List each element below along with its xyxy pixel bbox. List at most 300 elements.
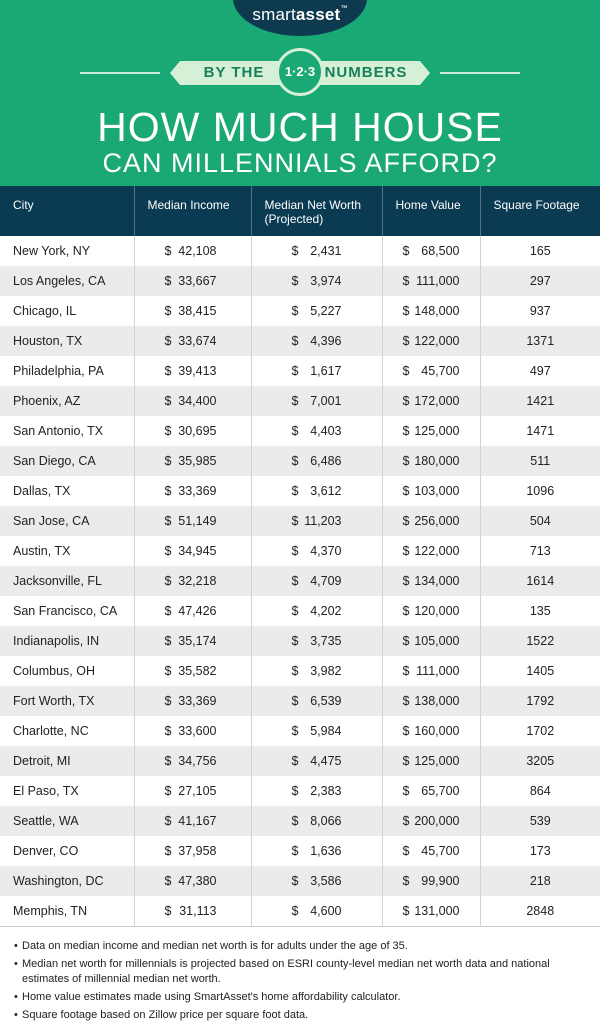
currency-symbol: $ <box>164 904 172 918</box>
table-row <box>0 866 600 896</box>
currency-symbol: $ <box>291 874 299 888</box>
cell-median-income <box>134 836 251 866</box>
cell-median-net-worth <box>251 776 382 806</box>
cell-median-income <box>134 716 251 746</box>
currency-symbol: $ <box>164 334 172 348</box>
cell-city: Austin, TX <box>0 536 134 566</box>
cell-median-income <box>134 356 251 386</box>
cell-median-income <box>134 236 251 266</box>
currency-symbol: $ <box>291 364 299 378</box>
currency-symbol: $ <box>164 844 172 858</box>
cell-square-footage: 497 <box>480 356 600 386</box>
table-row <box>0 626 600 656</box>
cell-home-value <box>382 416 480 446</box>
cell-value: 11,203 <box>304 514 342 528</box>
currency-symbol: $ <box>291 694 299 708</box>
cell-value: 47,426 <box>178 604 217 618</box>
cell-median-income <box>134 596 251 626</box>
cell-home-value <box>382 656 480 686</box>
cell-value: 30,695 <box>178 424 217 438</box>
cell-value: 172,000 <box>414 394 460 408</box>
currency-symbol: $ <box>402 364 410 378</box>
cell-value: 148,000 <box>414 304 460 318</box>
table-row <box>0 686 600 716</box>
currency-symbol: $ <box>402 334 410 348</box>
cell-median-income <box>134 686 251 716</box>
cell-value: 1,617 <box>310 364 342 378</box>
cell-value: 122,000 <box>414 334 460 348</box>
cell-home-value <box>382 806 480 836</box>
logo-word-smart: smart <box>252 5 296 24</box>
column-header-home-value: Home Value <box>382 186 480 236</box>
cell-value: 6,539 <box>310 694 342 708</box>
cell-value: 4,600 <box>310 904 342 918</box>
table-row <box>0 416 600 446</box>
cell-city: Jacksonville, FL <box>0 566 134 596</box>
cell-median-income <box>134 776 251 806</box>
cell-median-net-worth <box>251 416 382 446</box>
currency-symbol: $ <box>402 544 410 558</box>
currency-symbol: $ <box>291 514 299 528</box>
cell-value: 33,369 <box>178 484 217 498</box>
cell-value: 3,612 <box>310 484 342 498</box>
cell-value: 4,370 <box>310 544 342 558</box>
cell-city: Seattle, WA <box>0 806 134 836</box>
cell-city: Phoenix, AZ <box>0 386 134 416</box>
table-row <box>0 476 600 506</box>
cell-square-footage: 2848 <box>480 896 600 926</box>
cell-value: 256,000 <box>414 514 460 528</box>
cell-median-income <box>134 746 251 776</box>
currency-symbol: $ <box>291 274 299 288</box>
cell-value: 33,674 <box>178 334 217 348</box>
cell-home-value <box>382 236 480 266</box>
cell-value: 3,735 <box>310 634 342 648</box>
table-row <box>0 836 600 866</box>
currency-symbol: $ <box>164 424 172 438</box>
cell-value: 33,667 <box>178 274 217 288</box>
cell-city: Dallas, TX <box>0 476 134 506</box>
footnotes <box>0 926 600 1035</box>
currency-symbol: $ <box>402 814 410 828</box>
cell-home-value <box>382 716 480 746</box>
logo-word-asset: asset <box>295 5 341 24</box>
cell-value: 7,001 <box>310 394 342 408</box>
table-row <box>0 386 600 416</box>
currency-symbol: $ <box>402 514 410 528</box>
cell-value: 134,000 <box>414 574 460 588</box>
cell-median-net-worth <box>251 716 382 746</box>
cell-median-net-worth <box>251 566 382 596</box>
cell-value: 51,149 <box>178 514 217 528</box>
cell-value: 31,113 <box>179 904 217 918</box>
cell-value: 99,900 <box>421 874 460 888</box>
cell-value: 33,600 <box>178 724 217 738</box>
cell-square-footage: 218 <box>480 866 600 896</box>
cell-square-footage: 3205 <box>480 746 600 776</box>
table-row <box>0 716 600 746</box>
cell-median-net-worth <box>251 236 382 266</box>
cell-value: 3,586 <box>310 874 342 888</box>
cell-city: Detroit, MI <box>0 746 134 776</box>
currency-symbol: $ <box>402 784 410 798</box>
cell-home-value <box>382 896 480 926</box>
cell-value: 45,700 <box>421 364 460 378</box>
cell-value: 39,413 <box>178 364 217 378</box>
cell-home-value <box>382 866 480 896</box>
page-subtitle: CAN MILLENNIALS AFFORD? <box>102 148 498 178</box>
currency-symbol: $ <box>164 544 172 558</box>
cell-value: 3,982 <box>310 664 342 678</box>
cell-value: 47,380 <box>178 874 217 888</box>
cell-value: 4,403 <box>310 424 342 438</box>
table-row <box>0 236 600 266</box>
currency-symbol: $ <box>402 424 410 438</box>
currency-symbol: $ <box>291 484 299 498</box>
cell-city: San Diego, CA <box>0 446 134 476</box>
cell-home-value <box>382 746 480 776</box>
cell-value: 120,000 <box>414 604 460 618</box>
cell-city: New York, NY <box>0 236 134 266</box>
cell-median-income <box>134 476 251 506</box>
cell-home-value <box>382 266 480 296</box>
currency-symbol: $ <box>164 694 172 708</box>
currency-symbol: $ <box>164 274 172 288</box>
cell-median-income <box>134 446 251 476</box>
currency-symbol: $ <box>402 874 410 888</box>
table-row <box>0 566 600 596</box>
header-rule-left <box>80 72 160 74</box>
currency-symbol: $ <box>164 604 172 618</box>
cell-home-value <box>382 626 480 656</box>
cell-median-income <box>134 806 251 836</box>
cell-value: 2,431 <box>310 244 342 258</box>
table-body <box>0 236 600 926</box>
table-row <box>0 776 600 806</box>
cell-value: 5,227 <box>310 304 342 318</box>
cell-city: Indianapolis, IN <box>0 626 134 656</box>
currency-symbol: $ <box>164 514 172 528</box>
cell-median-income <box>134 536 251 566</box>
cell-value: 33,369 <box>178 694 217 708</box>
footnote-item: • Data on median income and median net worth is for adults under the age of 35. <box>14 939 586 954</box>
cell-home-value <box>382 296 480 326</box>
currency-symbol: $ <box>402 274 410 288</box>
currency-symbol: $ <box>164 814 172 828</box>
cell-median-net-worth <box>251 386 382 416</box>
cell-median-income <box>134 326 251 356</box>
cell-value: 125,000 <box>414 754 460 768</box>
cell-median-net-worth <box>251 866 382 896</box>
cell-median-income <box>134 506 251 536</box>
column-header-median-net-worth: Median Net Worth (Projected) <box>251 186 382 236</box>
currency-symbol: $ <box>164 574 172 588</box>
cell-value: 125,000 <box>414 424 460 438</box>
cell-city: Denver, CO <box>0 836 134 866</box>
cell-square-footage: 173 <box>480 836 600 866</box>
cell-median-income <box>134 866 251 896</box>
table-row <box>0 896 600 926</box>
cell-median-net-worth <box>251 476 382 506</box>
cell-home-value <box>382 836 480 866</box>
currency-symbol: $ <box>291 304 299 318</box>
currency-symbol: $ <box>291 604 299 618</box>
cell-value: 37,958 <box>178 844 217 858</box>
affordability-table <box>0 186 600 926</box>
cell-value: 8,066 <box>310 814 342 828</box>
footnote-item: • Median net worth for millennials is projected based on ESRI county-level median net worth data and national estimates of millennial median net worth. <box>14 957 586 987</box>
cell-median-net-worth <box>251 596 382 626</box>
cell-home-value <box>382 536 480 566</box>
cell-median-income <box>134 296 251 326</box>
cell-value: 200,000 <box>414 814 460 828</box>
currency-symbol: $ <box>164 784 172 798</box>
ribbon-right: NUMBERS <box>312 61 420 85</box>
column-header-median-income: Median Income <box>134 186 251 236</box>
currency-symbol: $ <box>291 544 299 558</box>
cell-city: Fort Worth, TX <box>0 686 134 716</box>
table-row <box>0 746 600 776</box>
currency-symbol: $ <box>164 634 172 648</box>
currency-symbol: $ <box>402 904 410 918</box>
cell-home-value <box>382 506 480 536</box>
cell-median-net-worth <box>251 536 382 566</box>
cell-square-footage: 864 <box>480 776 600 806</box>
cell-home-value <box>382 386 480 416</box>
cell-value: 103,000 <box>414 484 460 498</box>
cell-value: 122,000 <box>414 544 460 558</box>
currency-symbol: $ <box>402 574 410 588</box>
currency-symbol: $ <box>291 664 299 678</box>
cell-value: 38,415 <box>178 304 217 318</box>
cell-value: 34,945 <box>178 544 217 558</box>
currency-symbol: $ <box>164 394 172 408</box>
cell-city: San Jose, CA <box>0 506 134 536</box>
cell-median-income <box>134 416 251 446</box>
table-row <box>0 806 600 836</box>
cell-value: 160,000 <box>414 724 460 738</box>
cell-home-value <box>382 356 480 386</box>
cell-city: Memphis, TN <box>0 896 134 926</box>
cell-city: San Francisco, CA <box>0 596 134 626</box>
table-header-row <box>0 186 600 236</box>
currency-symbol: $ <box>164 304 172 318</box>
cell-median-income <box>134 566 251 596</box>
cell-median-net-worth <box>251 266 382 296</box>
cell-city: Columbus, OH <box>0 656 134 686</box>
cell-square-footage: 511 <box>480 446 600 476</box>
cell-value: 180,000 <box>414 454 460 468</box>
currency-symbol: $ <box>291 634 299 648</box>
cell-value: 65,700 <box>421 784 460 798</box>
cell-value: 4,396 <box>310 334 342 348</box>
cell-median-net-worth <box>251 506 382 536</box>
cell-home-value <box>382 596 480 626</box>
table-row <box>0 296 600 326</box>
cell-value: 1,636 <box>310 844 342 858</box>
cell-square-footage: 165 <box>480 236 600 266</box>
currency-symbol: $ <box>164 754 172 768</box>
currency-symbol: $ <box>402 724 410 738</box>
cell-median-net-worth <box>251 656 382 686</box>
cell-value: 35,582 <box>178 664 217 678</box>
cell-square-footage: 937 <box>480 296 600 326</box>
numbers-badge: 1·2·3 <box>276 48 324 96</box>
currency-symbol: $ <box>291 454 299 468</box>
cell-square-footage: 1096 <box>480 476 600 506</box>
table-row <box>0 656 600 686</box>
column-header-square-footage: Square Footage <box>480 186 600 236</box>
currency-symbol: $ <box>402 694 410 708</box>
cell-median-net-worth <box>251 896 382 926</box>
currency-symbol: $ <box>291 784 299 798</box>
cell-home-value <box>382 476 480 506</box>
cell-city: Chicago, IL <box>0 296 134 326</box>
currency-symbol: $ <box>402 454 410 468</box>
cell-value: 6,486 <box>310 454 342 468</box>
cell-median-income <box>134 266 251 296</box>
currency-symbol: $ <box>164 364 172 378</box>
cell-value: 35,985 <box>178 454 217 468</box>
cell-square-footage: 1471 <box>480 416 600 446</box>
header-rule-right <box>440 72 520 74</box>
cell-value: 68,500 <box>421 244 460 258</box>
currency-symbol: $ <box>164 484 172 498</box>
infographic-header <box>0 0 600 186</box>
cell-median-income <box>134 656 251 686</box>
cell-value: 138,000 <box>414 694 460 708</box>
currency-symbol: $ <box>164 874 172 888</box>
cell-value: 42,108 <box>178 244 217 258</box>
cell-median-income <box>134 626 251 656</box>
table-row <box>0 266 600 296</box>
cell-value: 111,000 <box>416 274 460 288</box>
cell-home-value <box>382 686 480 716</box>
cell-city: El Paso, TX <box>0 776 134 806</box>
cell-value: 4,709 <box>310 574 342 588</box>
cell-square-footage: 1792 <box>480 686 600 716</box>
cell-square-footage: 504 <box>480 506 600 536</box>
cell-median-net-worth <box>251 746 382 776</box>
cell-home-value <box>382 326 480 356</box>
cell-median-net-worth <box>251 326 382 356</box>
currency-symbol: $ <box>291 724 299 738</box>
footnote-item: • Home value estimates made using SmartAsset's home affordability calculator. <box>14 990 586 1005</box>
table-row <box>0 536 600 566</box>
currency-symbol: $ <box>291 424 299 438</box>
cell-city: Los Angeles, CA <box>0 266 134 296</box>
currency-symbol: $ <box>402 244 410 258</box>
column-header-city: City <box>0 186 134 236</box>
ribbon-left: BY THE <box>180 61 288 85</box>
cell-city: Washington, DC <box>0 866 134 896</box>
cell-home-value <box>382 566 480 596</box>
table-row <box>0 446 600 476</box>
currency-symbol: $ <box>402 484 410 498</box>
cell-square-footage: 713 <box>480 536 600 566</box>
table-row <box>0 356 600 386</box>
cell-city: Charlotte, NC <box>0 716 134 746</box>
footnote-item: • Square footage based on Zillow price per square foot data. <box>14 1008 586 1023</box>
currency-symbol: $ <box>402 304 410 318</box>
cell-square-footage: 1371 <box>480 326 600 356</box>
currency-symbol: $ <box>291 754 299 768</box>
cell-median-net-worth <box>251 296 382 326</box>
cell-square-footage: 135 <box>480 596 600 626</box>
currency-symbol: $ <box>402 664 410 678</box>
cell-value: 34,756 <box>178 754 217 768</box>
cell-square-footage: 1702 <box>480 716 600 746</box>
cell-city: Philadelphia, PA <box>0 356 134 386</box>
cell-median-net-worth <box>251 806 382 836</box>
cell-value: 27,105 <box>178 784 217 798</box>
currency-symbol: $ <box>164 244 172 258</box>
currency-symbol: $ <box>164 454 172 468</box>
cell-square-footage: 1522 <box>480 626 600 656</box>
page-title: HOW MUCH HOUSE <box>97 104 503 150</box>
currency-symbol: $ <box>291 904 299 918</box>
logo-trademark: ™ <box>340 5 348 12</box>
cell-value: 2,383 <box>310 784 342 798</box>
cell-value: 5,984 <box>310 724 342 738</box>
cell-square-footage: 1421 <box>480 386 600 416</box>
cell-value: 4,475 <box>310 754 342 768</box>
smartasset-logo <box>233 5 367 25</box>
cell-median-income <box>134 386 251 416</box>
currency-symbol: $ <box>291 334 299 348</box>
cell-city: San Antonio, TX <box>0 416 134 446</box>
cell-median-net-worth <box>251 836 382 866</box>
currency-symbol: $ <box>402 634 410 648</box>
cell-value: 3,974 <box>310 274 342 288</box>
cell-value: 45,700 <box>421 844 460 858</box>
cell-value: 4,202 <box>310 604 342 618</box>
cell-square-footage: 1405 <box>480 656 600 686</box>
table-row <box>0 506 600 536</box>
currency-symbol: $ <box>291 814 299 828</box>
cell-home-value <box>382 776 480 806</box>
cell-median-net-worth <box>251 446 382 476</box>
cell-value: 111,000 <box>416 664 460 678</box>
currency-symbol: $ <box>291 394 299 408</box>
cell-city: Houston, TX <box>0 326 134 356</box>
currency-symbol: $ <box>402 604 410 618</box>
cell-median-net-worth <box>251 686 382 716</box>
cell-median-net-worth <box>251 356 382 386</box>
cell-square-footage: 297 <box>480 266 600 296</box>
cell-value: 35,174 <box>178 634 217 648</box>
cell-median-income <box>134 896 251 926</box>
cell-home-value <box>382 446 480 476</box>
cell-square-footage: 1614 <box>480 566 600 596</box>
cell-value: 131,000 <box>414 904 460 918</box>
currency-symbol: $ <box>402 754 410 768</box>
cell-median-net-worth <box>251 626 382 656</box>
table-row <box>0 326 600 356</box>
currency-symbol: $ <box>291 844 299 858</box>
cell-value: 34,400 <box>178 394 217 408</box>
cell-value: 105,000 <box>414 634 460 648</box>
currency-symbol: $ <box>402 394 410 408</box>
currency-symbol: $ <box>291 574 299 588</box>
table-row <box>0 596 600 626</box>
currency-symbol: $ <box>291 244 299 258</box>
currency-symbol: $ <box>164 664 172 678</box>
cell-value: 41,167 <box>178 814 217 828</box>
currency-symbol: $ <box>164 724 172 738</box>
cell-square-footage: 539 <box>480 806 600 836</box>
cell-value: 32,218 <box>178 574 217 588</box>
